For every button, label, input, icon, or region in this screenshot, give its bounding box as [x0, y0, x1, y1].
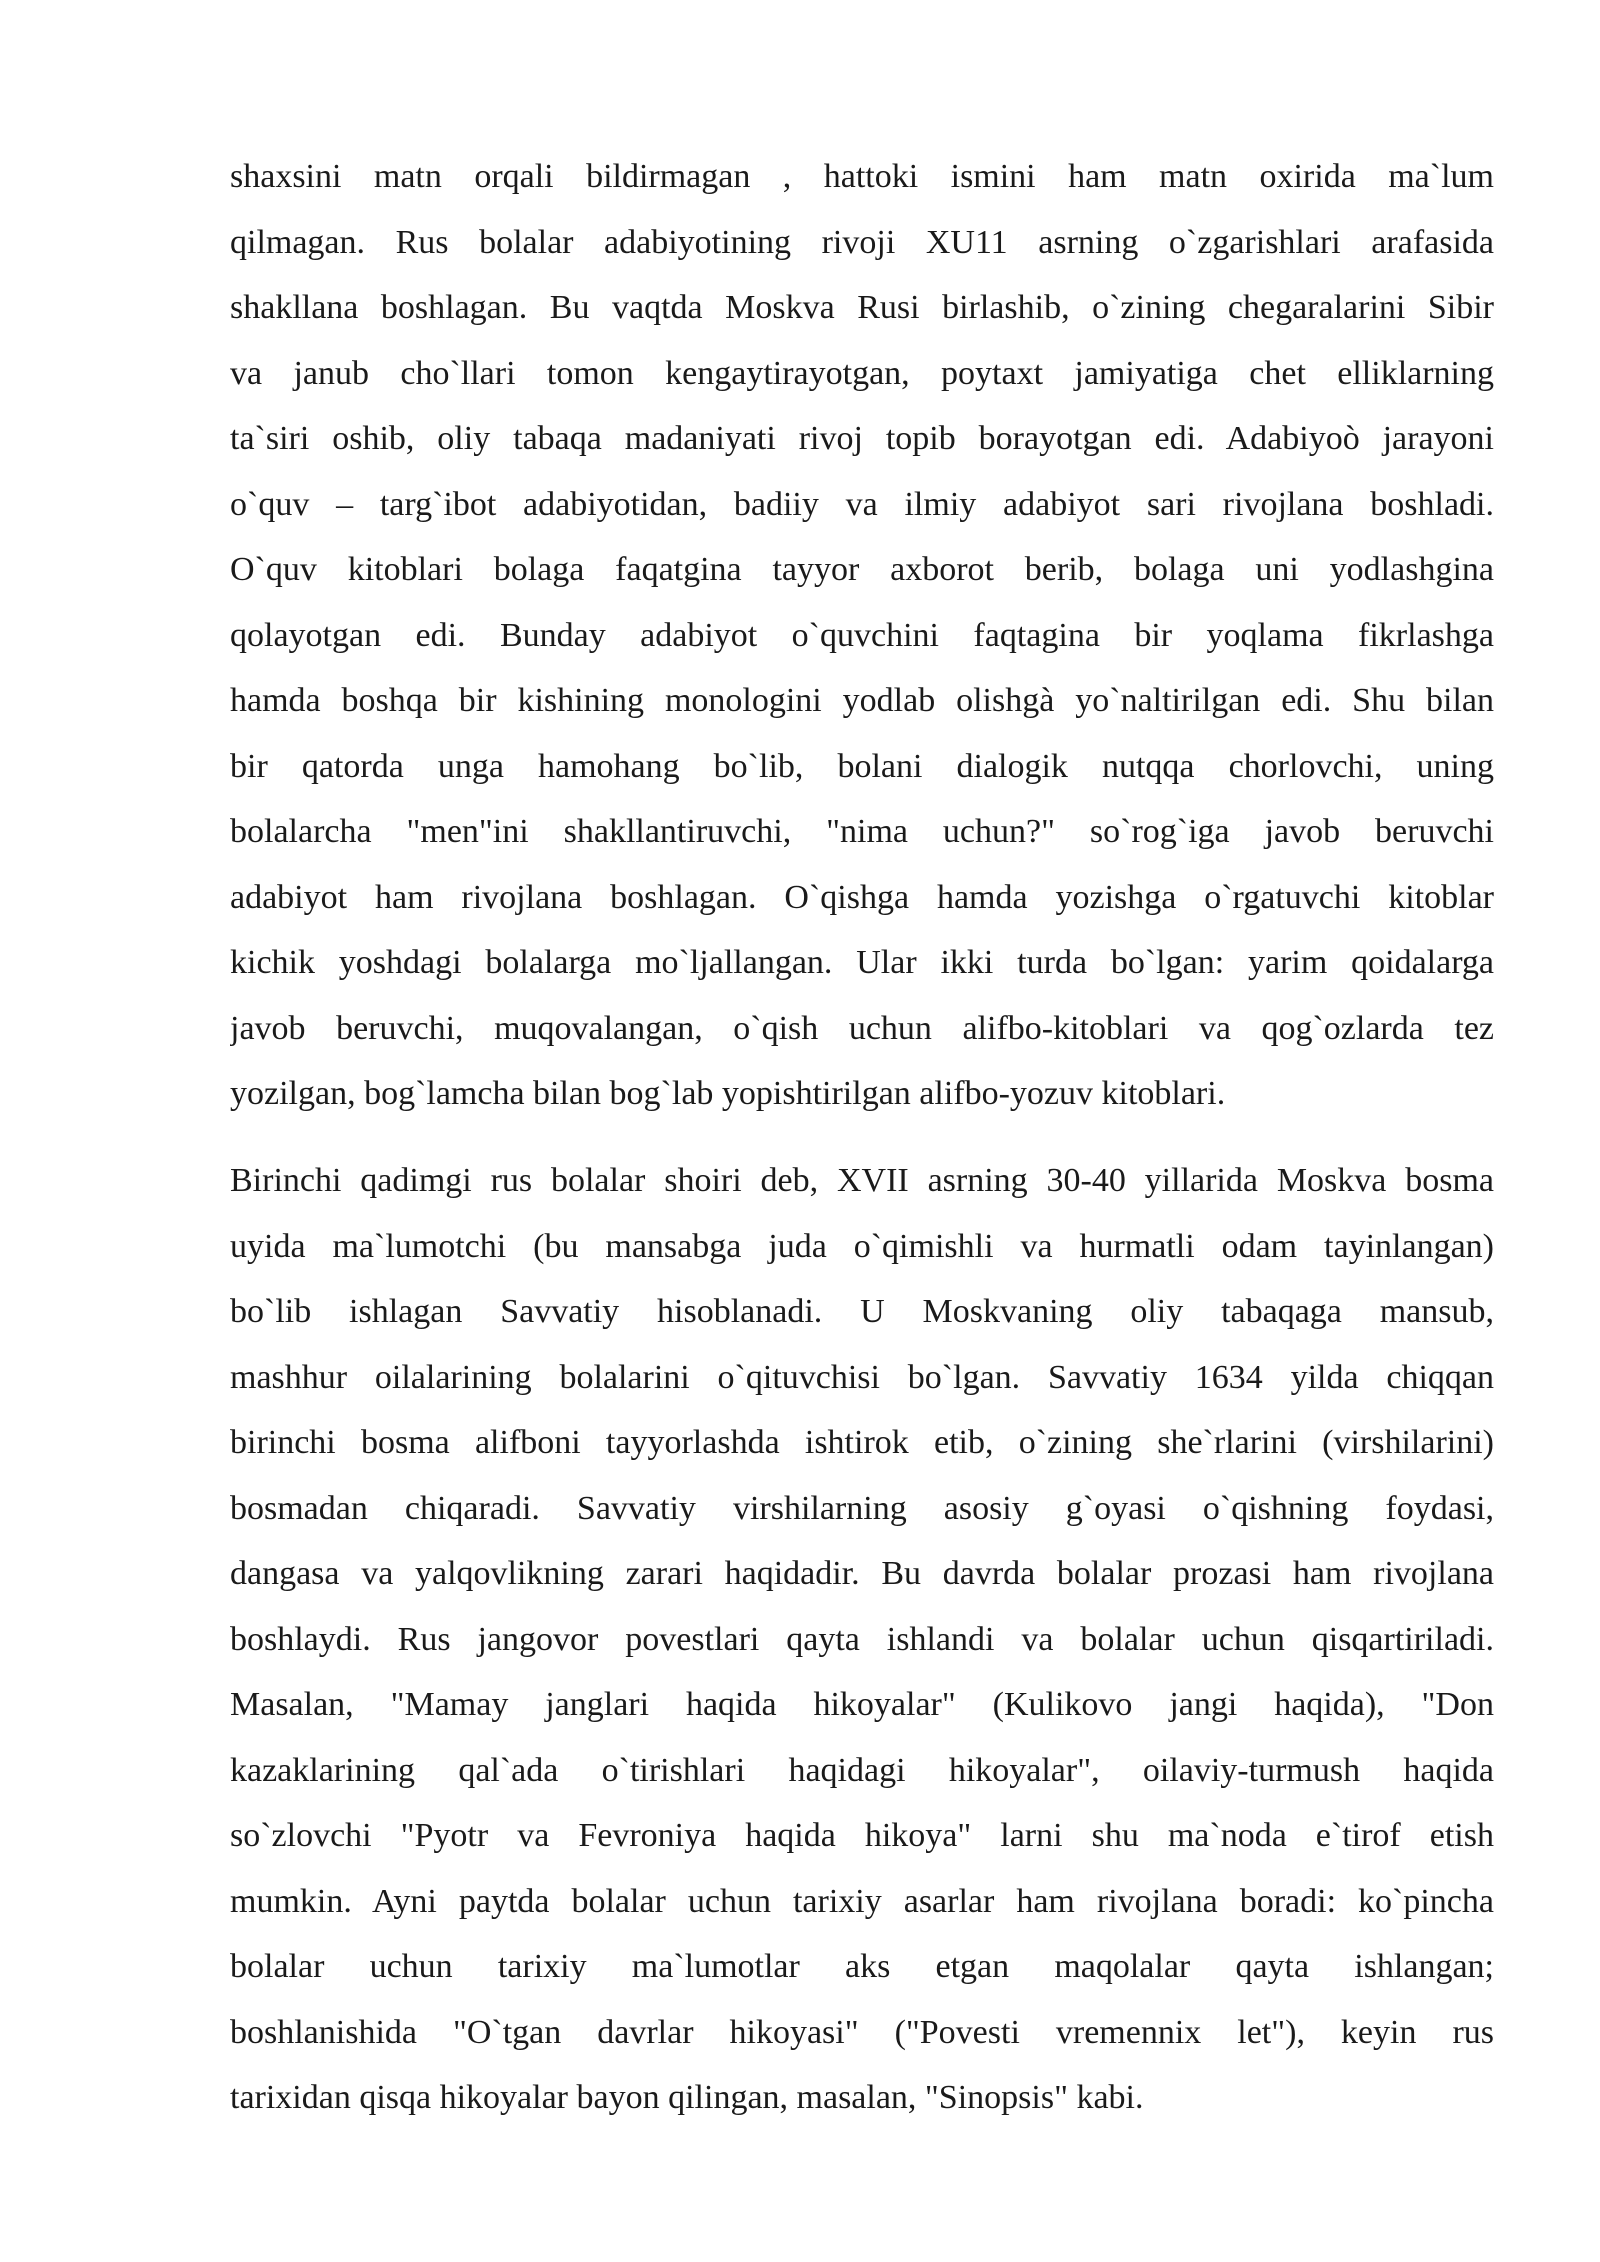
- text-line: kichik yoshdagi bolalarga mo`ljallangan. Ular ikki turda bo`lgan: yarim qoidalarga: [230, 944, 1494, 981]
- paragraph-2: [230, 1148, 1494, 2131]
- text-line: bo`lib ishlagan Savvatiy hisoblanadi. U Moskvaning oliy tabaqaga mansub,: [230, 1293, 1494, 1330]
- text-line: O`quv kitoblari bolaga faqatgina tayyor axborot berib, bolaga uni yodlashgina: [230, 551, 1494, 588]
- text-line: shakllana boshlagan. Bu vaqtda Moskva Rusi birlashib, o`zining chegaralarini Sibir: [230, 289, 1494, 326]
- text-line: kazaklarining qal`ada o`tirishlari haqidagi hikoyalar", oilaviy-turmush haqida: [230, 1751, 1494, 1789]
- text-line: bir qatorda unga hamohang bo`lib, bolani dialogik nutqqa chorlovchi, uning: [230, 747, 1494, 785]
- text-line: so`zlovchi "Pyotr va Fevroniya haqida hikoya" larni shu ma`noda e`tirof etish: [230, 1817, 1494, 1854]
- text-line: boshlanishida "O`tgan davrlar hikoyasi" ("Povesti vremennix let"), keyin rus: [230, 2013, 1494, 2051]
- text-line: Birinchi qadimgi rus bolalar shoiri deb, XVII asrning 30-40 yillarida Moskva bosma: [230, 1162, 1494, 1199]
- text-line: qilmagan. Rus bolalar adabiyotining rivoji XU11 asrning o`zgarishlari arafasida: [230, 223, 1494, 261]
- text-line: uyida ma`lumotchi (bu mansabga juda o`qimishli va hurmatli odam tayinlangan): [230, 1227, 1494, 1265]
- text-line: birinchi bosma alifboni tayyorlashda ishtirok etib, o`zining she`rlarini (virshilarini): [230, 1424, 1494, 1461]
- paragraph-1: [230, 144, 1494, 1127]
- text-line: o`quv – targ`ibot adabiyotidan, badiiy va ilmiy adabiyot sari rivojlana boshladi.: [230, 485, 1494, 523]
- text-line: adabiyot ham rivojlana boshlagan. O`qishga hamda yozishga o`rgatuvchi kitoblar: [230, 878, 1494, 916]
- text-line: dangasa va yalqovlikning zarari haqidadir. Bu davrda bolalar prozasi ham rivojlana: [230, 1555, 1494, 1592]
- text-line: qolayotgan edi. Bunday adabiyot o`quvchini faqtagina bir yoqlama fikrlashga: [230, 616, 1494, 654]
- text-line: Masalan, "Mamay janglari haqida hikoyalar" (Kulikovo jangi haqida), "Don: [230, 1686, 1494, 1723]
- text-line: va janub cho`llari tomon kengaytirayotgan, poytaxt jamiyatiga chet elliklarning: [230, 354, 1494, 392]
- text-line: bolalar uchun tarixiy ma`lumotlar aks etgan maqolalar qayta ishlangan;: [230, 1948, 1494, 1985]
- text-line: mumkin. Ayni paytda bolalar uchun tarixiy asarlar ham rivojlana boradi: ko`pincha: [230, 1882, 1494, 1920]
- text-line: tarixidan qisqa hikoyalar bayon qilingan, masalan, "Sinopsis" kabi.: [230, 2079, 1144, 2116]
- text-line: shaxsini matn orqali bildirmagan , hattoki ismini ham matn oxirida ma`lum: [230, 158, 1494, 195]
- text-line: bosmadan chiqaradi. Savvatiy virshilarning asosiy g`oyasi o`qishning foydasi,: [230, 1489, 1494, 1527]
- text-line: bolalarcha "men"ini shakllantiruvchi, "nima uchun?" so`rog`iga javob beruvchi: [230, 813, 1494, 850]
- text-line: yozilgan, bog`lamcha bilan bog`lab yopishtirilgan alifbo-yozuv kitoblari.: [230, 1075, 1226, 1112]
- text-line: hamda boshqa bir kishining monologini yodlab olishgà yo`naltirilgan edi. Shu bilan: [230, 682, 1494, 719]
- text-line: ta`siri oshib, oliy tabaqa madaniyati rivoj topib borayotgan edi. Adabiyoò jarayoni: [230, 420, 1494, 457]
- text-line: javob beruvchi, muqovalangan, o`qish uchun alifbo-kitoblari va qog`ozlarda tez: [230, 1009, 1494, 1047]
- text-line: mashhur oilalarining bolalarini o`qituvchisi bo`lgan. Savvatiy 1634 yilda chiqqan: [230, 1358, 1494, 1396]
- text-line: boshlaydi. Rus jangovor povestlari qayta ishlandi va bolalar uchun qisqartiriladi.: [230, 1620, 1494, 1658]
